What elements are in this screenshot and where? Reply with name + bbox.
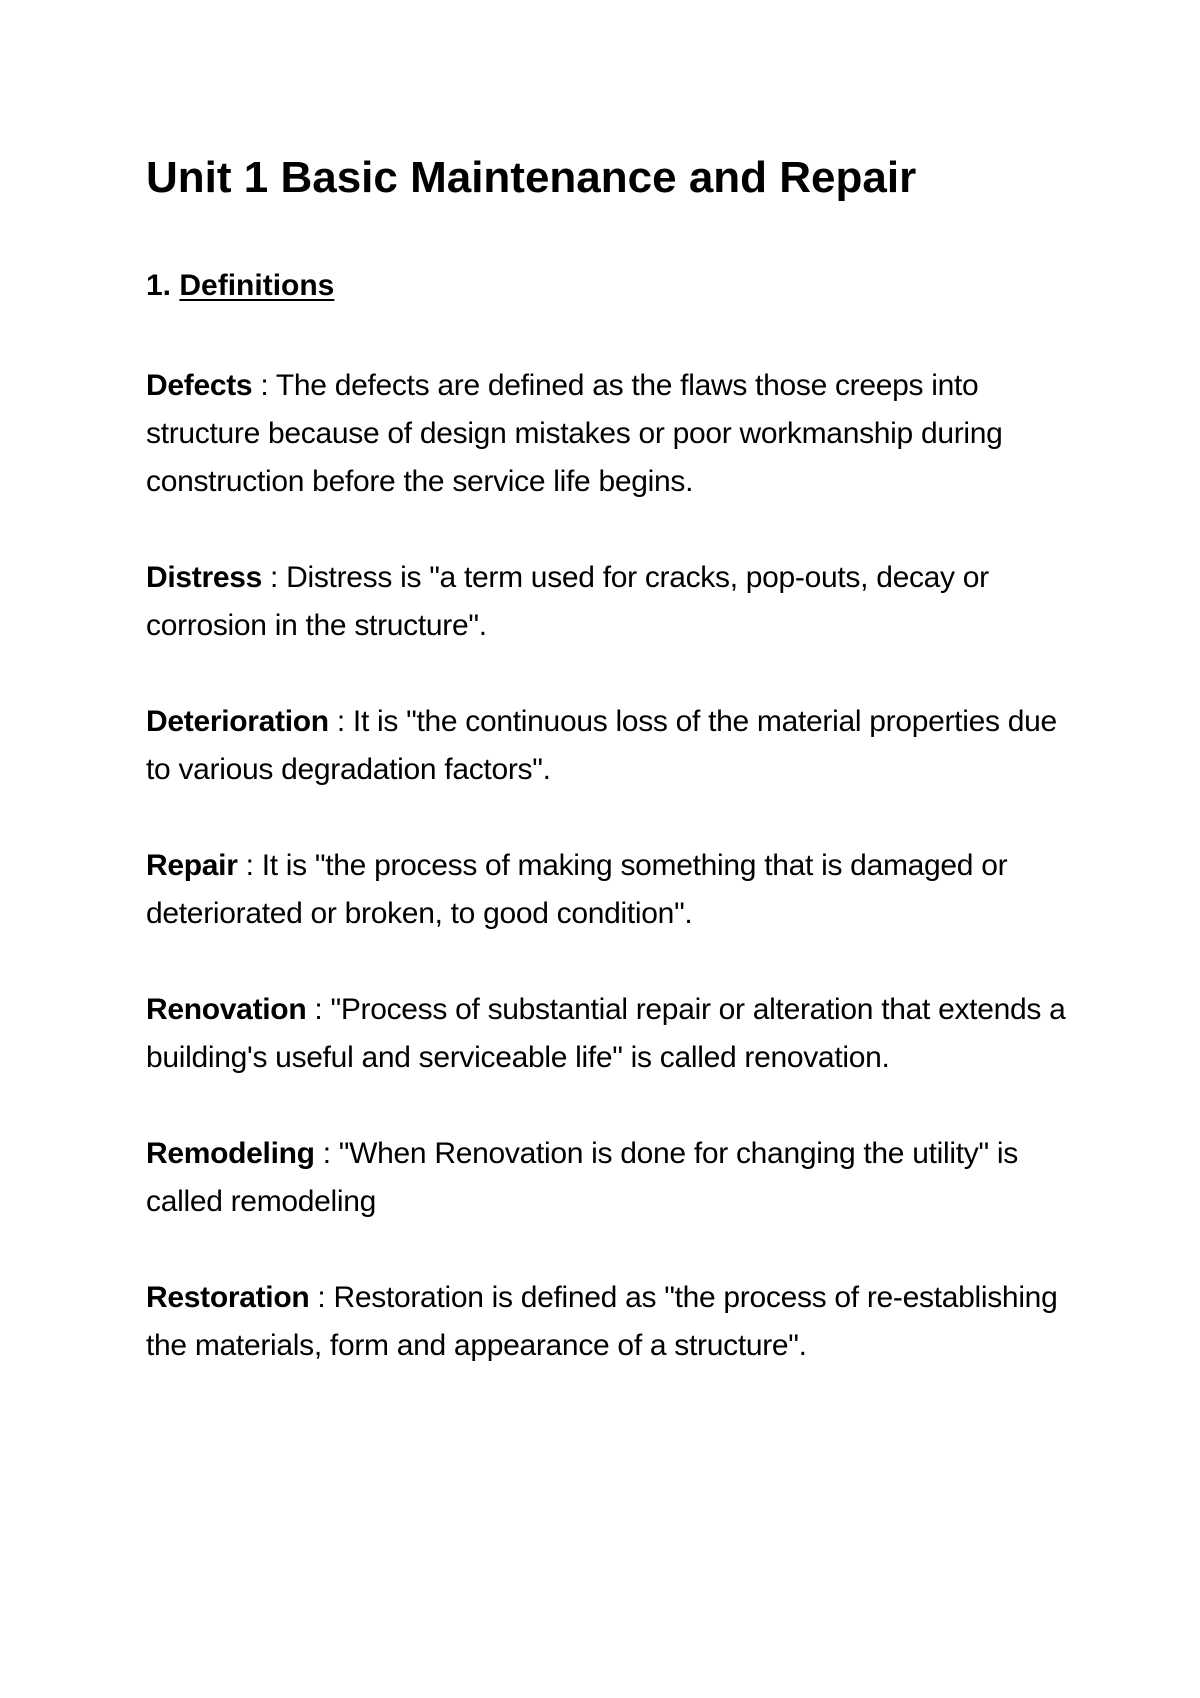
definition-separator: : xyxy=(306,993,331,1026)
definition-separator: : xyxy=(262,561,287,594)
definition-renovation xyxy=(146,986,1066,1082)
definition-term: Renovation xyxy=(146,993,307,1026)
definition-term: Distress xyxy=(146,561,263,594)
definition-separator: : xyxy=(237,849,262,882)
definition-defects xyxy=(146,362,1066,506)
definition-text: Restoration is defined as "the process of re-establishing the materials, form and appearance of a structure". xyxy=(146,1281,1058,1362)
definition-term: Repair xyxy=(146,849,238,882)
definition-text: "When Renovation is done for changing the utility" is called remodeling xyxy=(146,1137,1018,1218)
definition-remodeling xyxy=(146,1130,1066,1226)
definition-text: It is "the continuous loss of the material properties due to various degradation factors". xyxy=(146,705,1057,786)
definition-text: It is "the process of making something that is damaged or deteriorated or broken, to good condition". xyxy=(146,849,1008,930)
definition-separator: : xyxy=(309,1281,334,1314)
definition-deterioration xyxy=(146,698,1066,794)
section-heading xyxy=(146,266,334,306)
definition-separator: : xyxy=(328,705,353,738)
definitions-list xyxy=(146,362,1066,1418)
definition-term: Deterioration xyxy=(146,705,329,738)
page-title: Unit 1 Basic Maintenance and Repair xyxy=(146,153,917,202)
definition-term: Defects xyxy=(146,369,253,402)
definition-text: The defects are defined as the flaws those creeps into structure because of design mistakes or poor workmanship during construction before the service life begins. xyxy=(146,369,1003,498)
definition-repair xyxy=(146,842,1066,938)
definition-separator: : xyxy=(314,1137,339,1170)
section-label: Definitions xyxy=(179,269,335,302)
definition-separator: : xyxy=(252,369,276,402)
definition-term: Restoration xyxy=(146,1281,310,1314)
section-number: 1. xyxy=(146,269,172,302)
definition-text: Distress is "a term used for cracks, pop-outs, decay or corrosion in the structure". xyxy=(146,561,989,642)
definition-text: "Process of substantial repair or alteration that extends a building's useful and serviceable life" is called renovation. xyxy=(146,993,1066,1074)
definition-distress xyxy=(146,554,1066,650)
definition-term: Remodeling xyxy=(146,1137,315,1170)
definition-restoration xyxy=(146,1274,1066,1370)
